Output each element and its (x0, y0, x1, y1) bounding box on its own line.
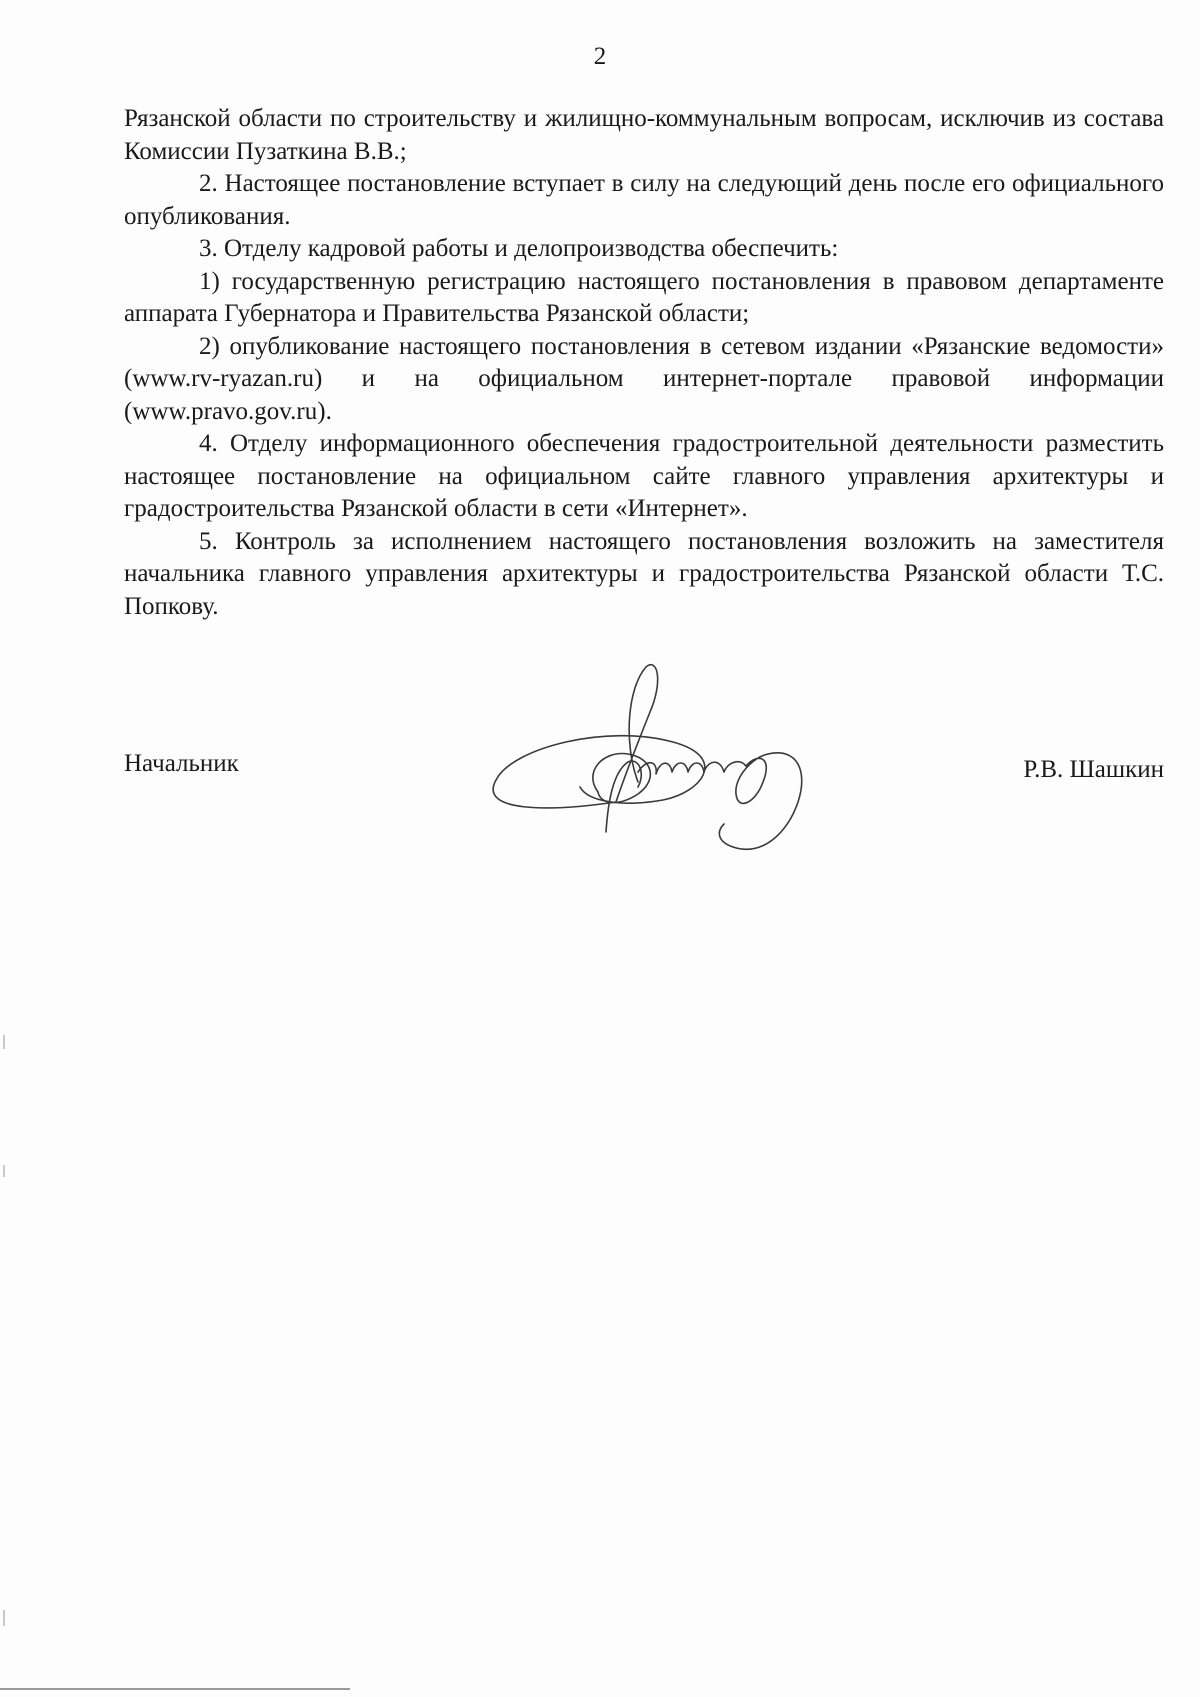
paragraph-subitem-1: 1) государственную регистрацию настоящего постановления в правовом департаменте аппарата Губернатора и Правительства Рязанской области; (124, 267, 1164, 327)
paragraph-item-5: 5. Контроль за исполнением настоящего постановления возложить на заместителя начальника главного управления архитектуры и градостроительства Рязанской области Т.С. Попкову. (124, 527, 1164, 620)
scan-edge-line (0, 1688, 350, 1690)
paragraph-item-2: 2. Настоящее постановление вступает в силу на следующий день после его официального опубликования. (124, 170, 1164, 230)
handwritten-signature (488, 662, 888, 902)
signer-position: Начальник (124, 750, 239, 777)
paragraph-item-3: 3. Отделу кадровой работы и делопроизводства обеспечить: (199, 235, 839, 262)
paragraph-subitem-2: 2) опубликование настоящего постановления в сетевом издании «Рязанские ведомости» (www.rv-ryazan.ru) и на официальном интернет-портале правовой информации (www.pravo.gov.ru). (124, 332, 1164, 425)
scan-artifact (3, 1610, 5, 1626)
page-number: 2 (593, 43, 607, 70)
paragraph-item-4: 4. Отделу информационного обеспечения градостроительной деятельности разместить настоящее постановление на официальном сайте главного управления архитектуры и градостроительства Рязанской области в сети «Интернет». (124, 430, 1164, 522)
paragraph-continuation: Рязанской области по строительству и жилищно-коммунальным вопросам, исключив из состава Комиссии Пузаткина В.В.; (124, 105, 1164, 165)
scan-artifact (3, 1035, 5, 1049)
scan-artifact (3, 1165, 5, 1177)
signer-name: Р.В. Шашкин (1023, 756, 1164, 783)
document-body (124, 103, 1164, 623)
